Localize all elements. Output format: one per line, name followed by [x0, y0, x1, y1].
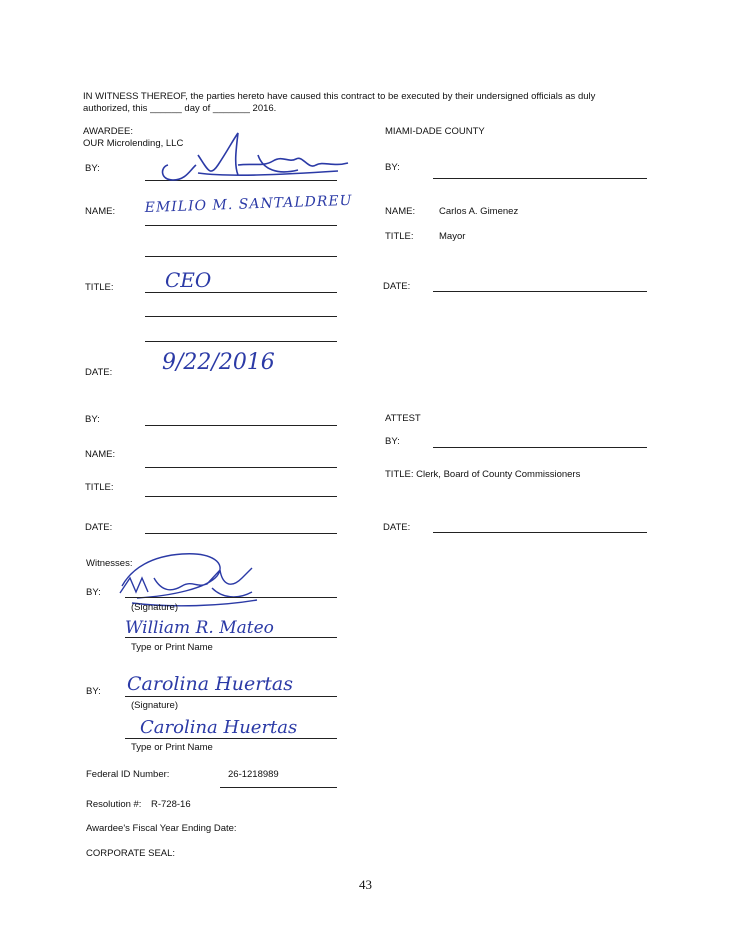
awardee-title2-label: TITLE: [85, 482, 114, 493]
witness2-signature-handwritten: Carolina Huertas [127, 673, 293, 695]
awardee-name-label: NAME: [85, 206, 116, 217]
awardee-date-handwritten: 9/22/2016 [162, 350, 275, 375]
awardee-title2-line [145, 496, 337, 497]
witness2-print-caption: Type or Print Name [131, 742, 213, 753]
awardee-title-line-2 [145, 316, 337, 317]
fiscal-year-label: Awardee's Fiscal Year Ending Date: [86, 823, 237, 834]
attest-signature-line [433, 447, 647, 448]
awardee-name-handwritten: EMILIO M. SANTALDREU [144, 192, 353, 216]
county-date2-line [433, 532, 647, 533]
awardee-by2-label: BY: [85, 414, 100, 425]
witnesses-heading: Witnesses: [86, 558, 133, 569]
awardee-date2-line [145, 533, 337, 534]
county-heading: MIAMI-DADE COUNTY [385, 126, 485, 137]
awardee-name-line-2 [145, 256, 337, 257]
awardee-name-line [145, 225, 337, 226]
county-signature-line [433, 178, 647, 179]
awardee-name2-label: NAME: [85, 449, 116, 460]
awardee-date-label: DATE: [85, 367, 113, 378]
witness1-signature [112, 548, 262, 610]
awardee-company: OUR Microlending, LLC [83, 138, 184, 149]
witness-clause-line-1: IN WITNESS THEREOF, the parties hereto have caused this contract to be executed by their undersigned officials as duly [83, 91, 596, 102]
county-title-label: TITLE: [385, 231, 414, 242]
witness1-print-handwritten: William R. Mateo [125, 618, 274, 638]
witness2-signature-line [125, 696, 337, 697]
awardee-title-line [145, 292, 337, 293]
awardee-heading: AWARDEE: [83, 126, 133, 137]
resolution-value: R-728-16 [151, 799, 191, 810]
county-date-line [433, 291, 647, 292]
witness1-print-line [125, 637, 337, 638]
county-date-label: DATE: [383, 281, 411, 292]
page-number: 43 [359, 877, 372, 892]
federal-id-line [220, 787, 337, 788]
county-name-value: Carlos A. Gimenez [439, 206, 519, 217]
awardee-date2-label: DATE: [85, 522, 113, 533]
witness2-print-line [125, 738, 337, 739]
corporate-seal-label: CORPORATE SEAL: [86, 848, 176, 859]
awardee-by2-line [145, 425, 337, 426]
county-date2-label: DATE: [383, 522, 411, 533]
awardee-title-line-3 [145, 341, 337, 342]
awardee-name2-line [145, 467, 337, 468]
witness1-signature-caption: (Signature) [131, 602, 178, 613]
witness1-by-label: BY: [86, 587, 101, 598]
awardee-by-label: BY: [85, 163, 100, 174]
federal-id-label: Federal ID Number: [86, 769, 170, 780]
county-title-value: Mayor [439, 231, 466, 242]
awardee-title-handwritten: CEO [165, 268, 212, 292]
witness1-print-caption: Type or Print Name [131, 642, 213, 653]
attest-label: ATTEST [385, 413, 421, 424]
clerk-title: TITLE: Clerk, Board of County Commissioners [385, 469, 581, 480]
awardee-title-label: TITLE: [85, 282, 114, 293]
resolution-label: Resolution #: [86, 799, 142, 810]
county-by-label: BY: [385, 162, 400, 173]
witness-clause-line-2: authorized, this ______ day of _______ 2016. [83, 103, 277, 114]
federal-id-value: 26-1218989 [228, 769, 279, 780]
witness2-by-label: BY: [86, 686, 101, 697]
awardee-signature [138, 125, 363, 190]
witness2-print-handwritten: Carolina Huertas [140, 717, 298, 738]
county-name-label: NAME: [385, 206, 416, 217]
witness1-signature-line [125, 597, 337, 598]
witness2-signature-caption: (Signature) [131, 700, 178, 711]
attest-by-label: BY: [385, 436, 400, 447]
